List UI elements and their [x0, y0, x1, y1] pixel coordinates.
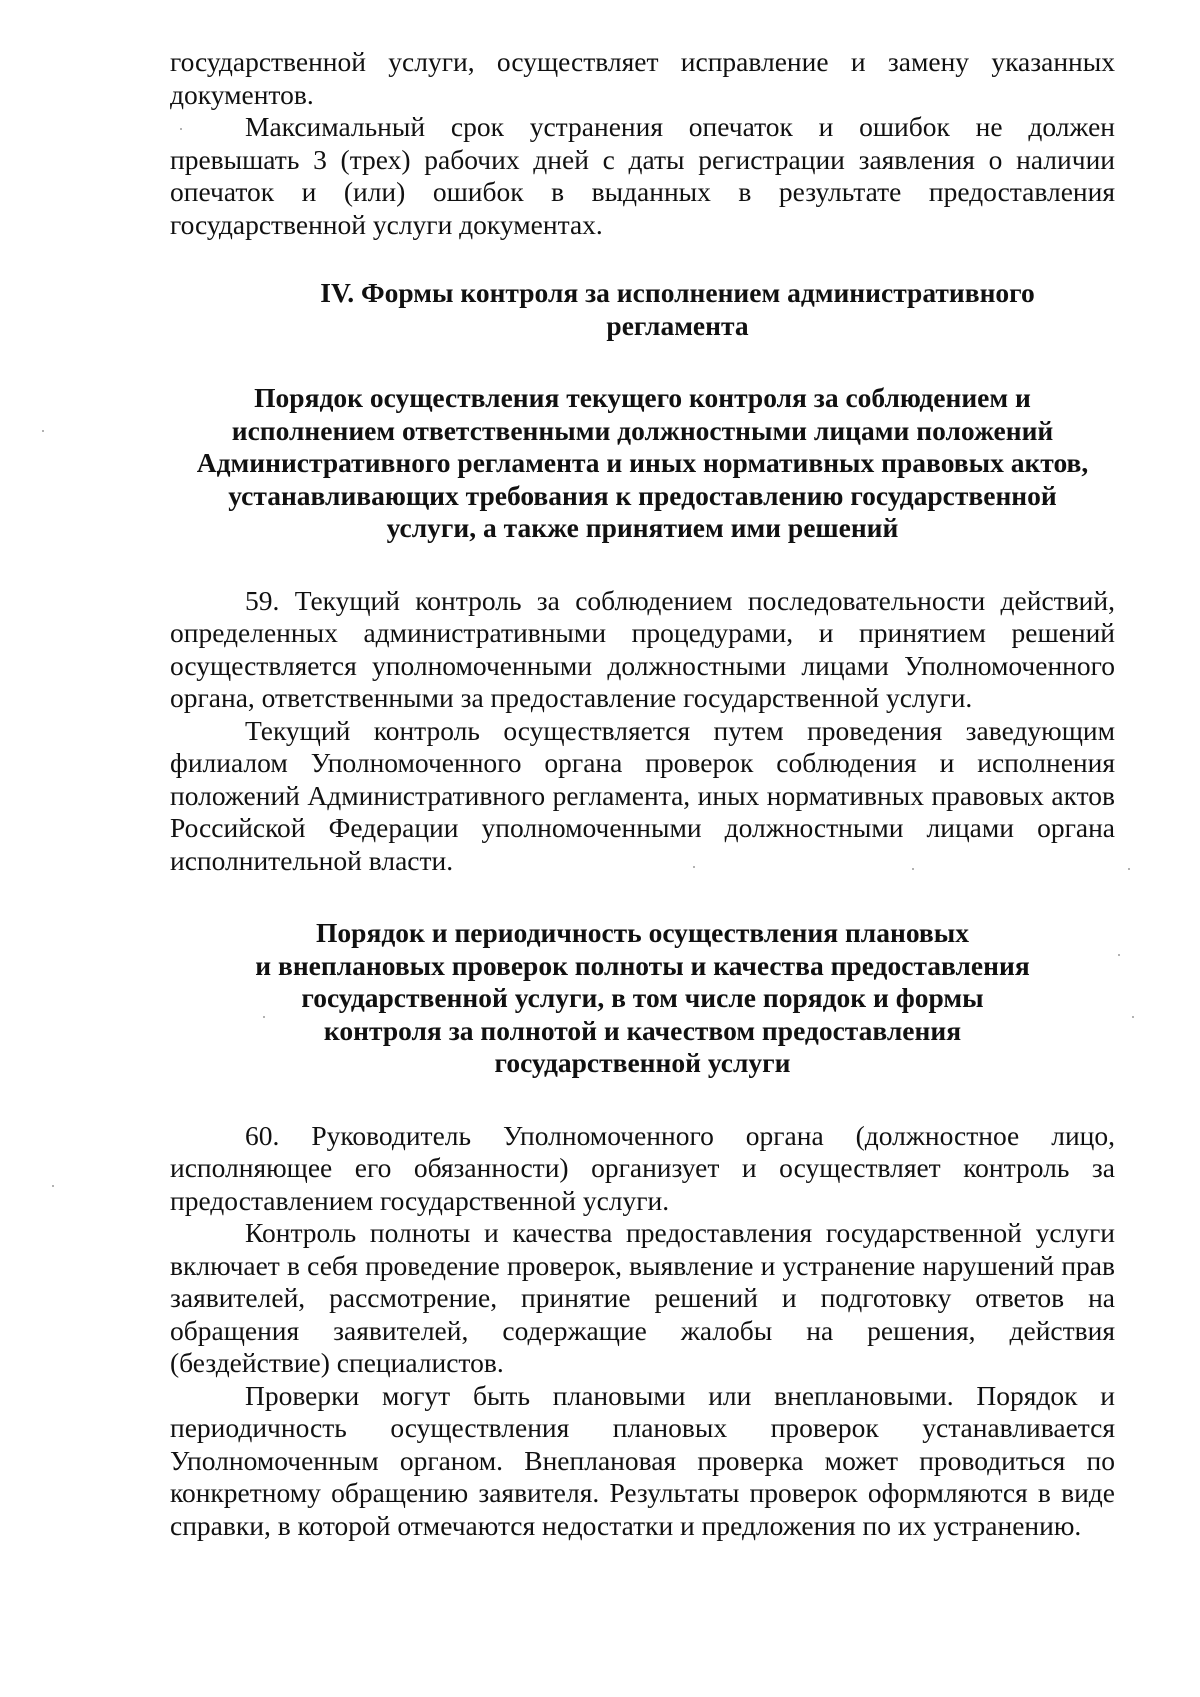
- scan-speck: [42, 430, 44, 432]
- paragraph-continuation: государственной услуги, осуществляет исправление и замену указанных документов.: [170, 46, 1115, 110]
- subheading-line: Порядок осуществления текущего контроля за соблюдением и: [254, 382, 1031, 413]
- scan-speck: [1118, 954, 1120, 956]
- subheading-line: услуги, а также принятием ими решений: [386, 512, 899, 543]
- paragraph-59: 59. Текущий контроль за соблюдением последовательности действий, определенных административными процедурами, и принятием решений осуществляется уполномоченными должностными лицами Уполномоченного органа, ответственными за предоставление государственной услуги.: [170, 584, 1115, 713]
- subheading-line: государственной услуги, в том числе порядок и формы: [301, 982, 984, 1013]
- section-heading-line: IV. Формы контроля за исполнением административного: [320, 277, 1035, 308]
- paragraph-60: 60. Руководитель Уполномоченного органа (должностное лицо, исполняющее его обязанности) организует и осуществляет контроль за предоставлением государственной услуги.: [170, 1119, 1115, 1216]
- scan-speck: [912, 868, 914, 870]
- paragraph-max-term: Максимальный срок устранения опечаток и ошибок не должен превышать 3 (трех) рабочих дней с даты регистрации заявления о наличии опечаток и (или) ошибок в выданных в результате предоставления государственной услуги документах.: [170, 111, 1115, 240]
- subheading-line: устанавливающих требования к предоставлению государственной: [228, 479, 1057, 511]
- document-page: [170, 46, 1115, 1542]
- subheading-line: Административного регламента и иных нормативных правовых актов,: [196, 447, 1089, 478]
- scan-speck: [180, 128, 182, 130]
- subheading-line: и внеплановых проверок полноты и качества предоставления: [255, 949, 1030, 981]
- scan-speck: [1128, 868, 1130, 870]
- section-heading-iv: [170, 277, 1115, 342]
- subheading-current-control: [170, 382, 1115, 545]
- scan-speck: [693, 866, 695, 868]
- paragraph-59-continued: Текущий контроль осуществляется путем проведения заведующим филиалом Уполномоченного органа проверок соблюдения и исполнения положений Административного регламента, иных нормативных правовых актов Российской Федерации уполномоченными должностными лицами органа исполнительной власти.: [170, 714, 1115, 876]
- subheading-line: контроля за полнотой и качеством предоставления: [323, 1014, 962, 1046]
- section-heading-line: регламента: [606, 309, 749, 341]
- scan-speck: [52, 1185, 54, 1187]
- subheading-line: Порядок и периодичность осуществления плановых: [316, 917, 969, 948]
- subheading-line: исполнением ответственными должностными лицами положений: [231, 414, 1054, 446]
- subheading-inspections: [170, 917, 1115, 1080]
- scan-speck: [263, 1016, 265, 1018]
- paragraph-60-inspections: Проверки могут быть плановыми или внеплановыми. Порядок и периодичность осуществления плановых проверок устанавливается Уполномоченным органом. Внеплановая проверка может проводиться по конкретному обращению заявителя. Результаты проверок оформляются в виде справки, в которой отмечаются недостатки и предложения по их устранению.: [170, 1379, 1115, 1541]
- paragraph-60-quality-control: Контроль полноты и качества предоставления государственной услуги включает в себя проведение проверок, выявление и устранение нарушений прав заявителей, рассмотрение, принятие решений и подготовку ответов на обращения заявителей, содержащие жалобы на решения, действия (бездействие) специалистов.: [170, 1217, 1115, 1378]
- subheading-line: государственной услуги: [494, 1047, 791, 1078]
- scan-speck: [1132, 1016, 1134, 1018]
